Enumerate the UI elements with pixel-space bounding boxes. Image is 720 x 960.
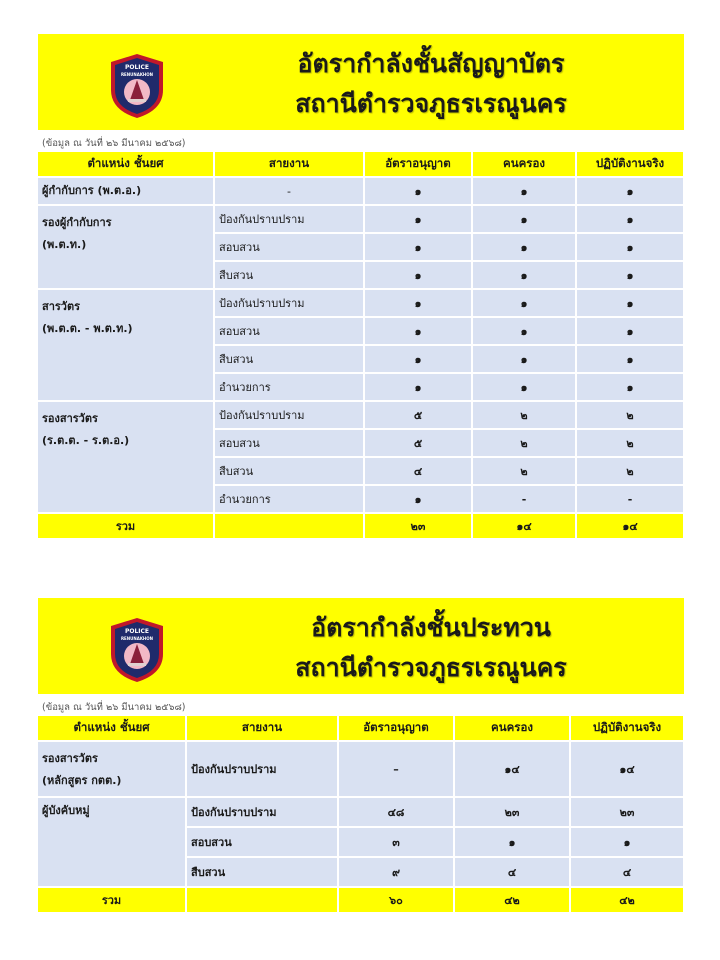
- commissioned-section: [38, 34, 684, 540]
- line-cell: สืบสวน: [214, 345, 364, 373]
- occupied-cell: ๑: [472, 373, 576, 401]
- occupied-cell: ๒: [472, 401, 576, 429]
- on-duty-cell: ๑: [570, 827, 684, 857]
- commissioned-banner: [38, 34, 684, 130]
- authorized-cell: –: [338, 741, 454, 797]
- line-cell: อำนวยการ: [214, 485, 364, 513]
- line-cell: สืบสวน: [214, 457, 364, 485]
- position-cell: ผู้บังคับหมู่: [38, 797, 186, 887]
- authorized-cell: ๕: [364, 401, 472, 429]
- occupied-cell: ๑: [454, 827, 570, 857]
- on-duty-cell: ๑: [576, 289, 684, 317]
- position-rank: (พ.ต.ต. - พ.ต.ท.): [42, 322, 133, 335]
- table-header-row: [38, 152, 684, 177]
- total-row: [38, 887, 684, 913]
- position-cell: [38, 401, 214, 513]
- table-row: [38, 177, 684, 205]
- authorized-cell: ๕: [364, 429, 472, 457]
- table-row: [38, 797, 684, 827]
- position-rank: (หลักสูตร กตต.): [42, 774, 122, 787]
- col-header-line: สายงาน: [186, 716, 338, 741]
- on-duty-cell: ๔: [570, 857, 684, 887]
- non-commissioned-table: [38, 716, 685, 914]
- line-cell: สอบสวน: [186, 827, 338, 857]
- col-header-line: สายงาน: [214, 152, 364, 177]
- non-commissioned-section: [38, 598, 684, 914]
- commissioned-table: [38, 152, 685, 540]
- line-cell: อำนวยการ: [214, 373, 364, 401]
- as-of-date: (ข้อมูล ณ วันที่ ๒๖ มีนาคม ๒๕๖๘): [42, 702, 186, 713]
- authorized-cell: ๑: [364, 317, 472, 345]
- total-authorized: ๖๐: [338, 887, 454, 913]
- on-duty-cell: ๑๔: [570, 741, 684, 797]
- authorized-cell: ๑: [364, 177, 472, 205]
- col-header-on-duty: ปฏิบัติงานจริง: [576, 152, 684, 177]
- occupied-cell: ๑: [472, 177, 576, 205]
- line-cell: สืบสวน: [186, 857, 338, 887]
- authorized-cell: ๑: [364, 345, 472, 373]
- on-duty-cell: ๒๓: [570, 797, 684, 827]
- line-cell: สอบสวน: [214, 317, 364, 345]
- occupied-cell: ๒: [472, 429, 576, 457]
- on-duty-cell: ๑: [576, 345, 684, 373]
- authorized-cell: ๑: [364, 233, 472, 261]
- position-name: รองสารวัตร: [42, 752, 98, 765]
- total-on-duty: ๔๒: [570, 887, 684, 913]
- line-cell: สอบสวน: [214, 429, 364, 457]
- table-row: [38, 401, 684, 429]
- total-authorized: ๒๓: [364, 513, 472, 539]
- col-header-occupied: คนครอง: [472, 152, 576, 177]
- occupied-cell: ๑: [472, 317, 576, 345]
- authorized-cell: ๔: [364, 457, 472, 485]
- on-duty-cell: ๑: [576, 373, 684, 401]
- col-header-occupied: คนครอง: [454, 716, 570, 741]
- badge-bottom-text: RENUNAKHON: [120, 72, 154, 77]
- col-header-position: ตำแหน่ง ชั้นยศ: [38, 716, 186, 741]
- authorized-cell: ๑: [364, 289, 472, 317]
- commissioned-title: อัตรากำลังชั้นสัญญาบัตร: [297, 49, 565, 78]
- col-header-authorized: อัตราอนุญาต: [364, 152, 472, 177]
- total-on-duty: ๑๔: [576, 513, 684, 539]
- station-name: สถานีตำรวจภูธรเรณูนคร: [295, 89, 567, 118]
- occupied-cell: ๑๔: [454, 741, 570, 797]
- police-badge-icon: [108, 52, 166, 120]
- table-header-row: [38, 716, 684, 741]
- on-duty-cell: ๑: [576, 233, 684, 261]
- line-cell: สอบสวน: [214, 233, 364, 261]
- non-commissioned-banner: [38, 598, 684, 694]
- position-name: รองผู้กำกับการ: [42, 216, 112, 229]
- total-empty-cell: [186, 887, 338, 913]
- authorized-cell: ๑: [364, 261, 472, 289]
- line-cell: ป้องกันปราบปราม: [186, 797, 338, 827]
- occupied-cell: ๑: [472, 205, 576, 233]
- position-rank: (พ.ต.ท.): [42, 238, 87, 251]
- on-duty-cell: ๑: [576, 177, 684, 205]
- line-cell: ป้องกันปราบปราม: [214, 289, 364, 317]
- total-label: รวม: [38, 513, 214, 539]
- line-cell: สืบสวน: [214, 261, 364, 289]
- position-name: สารวัตร: [42, 300, 81, 313]
- authorized-cell: ๓: [338, 827, 454, 857]
- total-empty-cell: [214, 513, 364, 539]
- position-rank: (ร.ต.ต. - ร.ต.อ.): [42, 434, 130, 447]
- on-duty-cell: ๒: [576, 457, 684, 485]
- badge-top-text: POLICE: [124, 64, 150, 71]
- as-of-date: (ข้อมูล ณ วันที่ ๒๖ มีนาคม ๒๕๖๘): [42, 138, 186, 149]
- col-header-on-duty: ปฏิบัติงานจริง: [570, 716, 684, 741]
- on-duty-cell: ๒: [576, 401, 684, 429]
- badge-bottom-text: RENUNAKHON: [120, 636, 154, 641]
- on-duty-cell: ๑: [576, 205, 684, 233]
- authorized-cell: ๑: [364, 373, 472, 401]
- occupied-cell: ๑: [472, 261, 576, 289]
- col-header-position: ตำแหน่ง ชั้นยศ: [38, 152, 214, 177]
- badge-top-text: POLICE: [124, 628, 150, 635]
- line-cell: ป้องกันปราบปราม: [214, 401, 364, 429]
- occupied-cell: ๑: [472, 233, 576, 261]
- occupied-cell: ๑: [472, 345, 576, 373]
- total-label: รวม: [38, 887, 186, 913]
- on-duty-cell: -: [576, 485, 684, 513]
- col-header-authorized: อัตราอนุญาต: [338, 716, 454, 741]
- line-cell: ป้องกันปราบปราม: [214, 205, 364, 233]
- line-cell: ป้องกันปราบปราม: [186, 741, 338, 797]
- occupied-cell: ๔: [454, 857, 570, 887]
- occupied-cell: -: [472, 485, 576, 513]
- authorized-cell: ๔๘: [338, 797, 454, 827]
- occupied-cell: ๒๓: [454, 797, 570, 827]
- table-row: [38, 741, 684, 797]
- authorized-cell: ๙: [338, 857, 454, 887]
- authorized-cell: ๑: [364, 485, 472, 513]
- position-name: รองสารวัตร: [42, 412, 98, 425]
- table-row: [38, 205, 684, 233]
- line-cell: -: [214, 177, 364, 205]
- non-commissioned-title: อัตรากำลังชั้นประทวน: [311, 613, 551, 642]
- position-cell: [38, 289, 214, 401]
- police-badge-icon: [108, 616, 166, 684]
- authorized-cell: ๑: [364, 205, 472, 233]
- position-cell: [38, 741, 186, 797]
- on-duty-cell: ๒: [576, 429, 684, 457]
- position-cell: [38, 205, 214, 289]
- total-occupied: ๑๔: [472, 513, 576, 539]
- total-row: [38, 513, 684, 539]
- on-duty-cell: ๑: [576, 317, 684, 345]
- total-occupied: ๔๒: [454, 887, 570, 913]
- position-cell: ผู้กำกับการ (พ.ต.อ.): [38, 177, 214, 205]
- table-row: [38, 289, 684, 317]
- occupied-cell: ๑: [472, 289, 576, 317]
- station-name: สถานีตำรวจภูธรเรณูนคร: [295, 653, 567, 682]
- on-duty-cell: ๑: [576, 261, 684, 289]
- occupied-cell: ๒: [472, 457, 576, 485]
